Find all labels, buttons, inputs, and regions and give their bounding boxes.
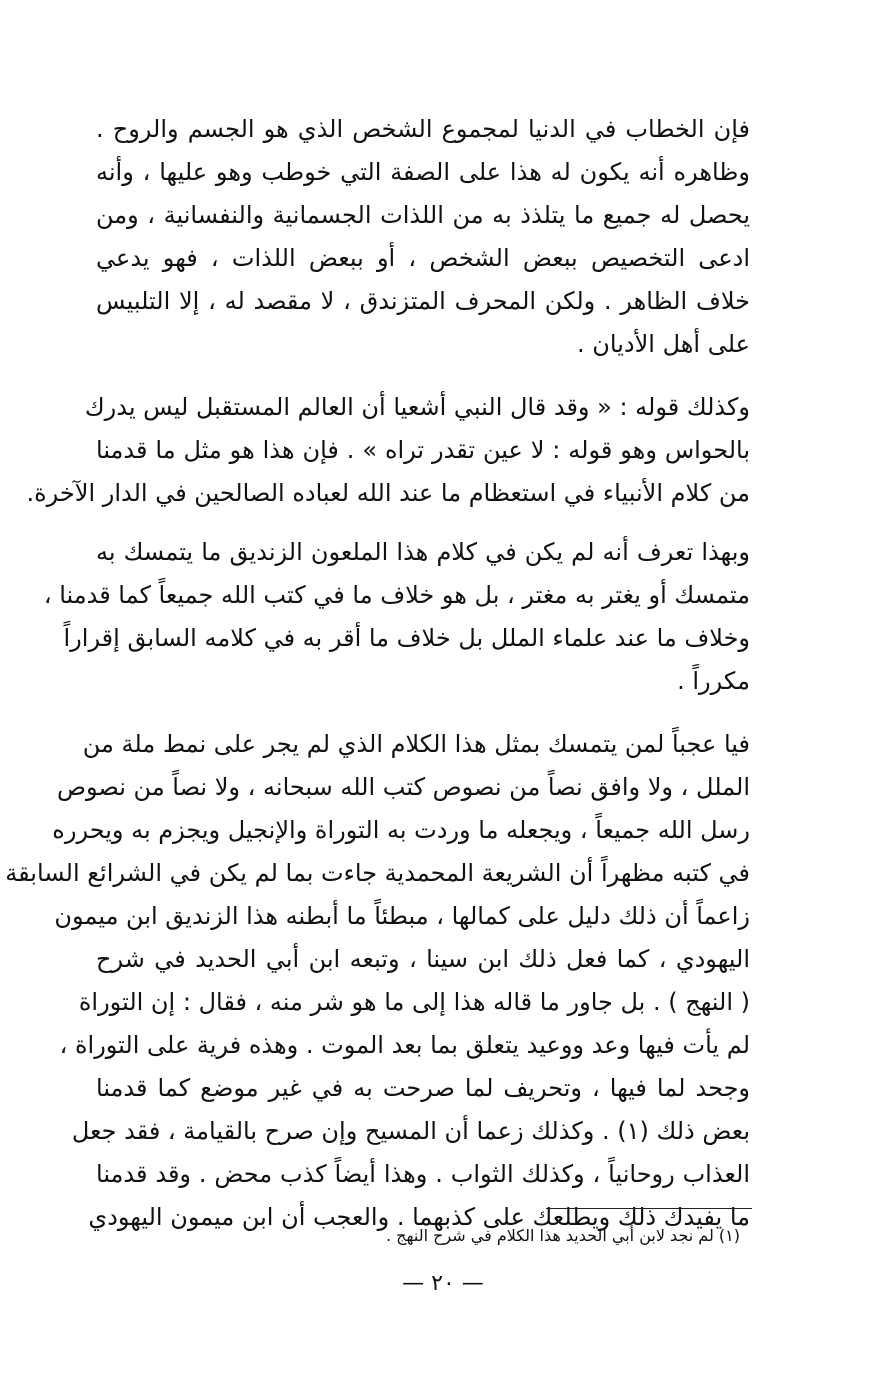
text-line: وبهذا تعرف أنه لم يكن في كلام هذا الملعون الزنديق ما يتمسك به bbox=[96, 538, 750, 566]
paragraph bbox=[26, 386, 750, 515]
text-line: على أهل الأديان . bbox=[577, 330, 750, 358]
paragraph bbox=[43, 531, 750, 703]
text-line: اليهودي ، كما فعل ذلك ابن سينا ، وتبعه ابن أبي الحديد في شرح bbox=[96, 945, 750, 973]
text-line: العذاب روحانياً ، وكذلك الثواب . وهذا أيضاً كذب محض . وقد قدمنا bbox=[96, 1160, 750, 1188]
text-line: وكذلك قوله : « وقد قال النبي أشعيا أن العالم المستقبل ليس يدرك bbox=[84, 393, 750, 421]
text-line: بعض ذلك (١) . وكذلك زعما أن المسيح وإن صرح بالقيامة ، فقد جعل bbox=[71, 1117, 750, 1145]
text-line: وخلاف ما عند علماء الملل بل خلاف ما أقر به في كلامه السابق إقراراً bbox=[63, 624, 750, 652]
text-line: يحصل له جميع ما يتلذذ به من اللذات الجسمانية والنفسانية ، ومن bbox=[96, 201, 750, 229]
text-line: وجحد لما فيها ، وتحريف لما صرحت به في غير موضع كما قدمنا bbox=[96, 1074, 750, 1102]
text-line: فيا عجباً لمن يتمسك بمثل هذا الكلام الذي لم يجر على نمط ملة من bbox=[82, 730, 750, 758]
text-line: الملل ، ولا وافق نصاً من نصوص كتب الله سبحانه ، ولا نصاً من نصوص bbox=[57, 773, 750, 801]
text-line: ما يفيدك ذلك ويطلعك على كذبهما . والعجب أن ابن ميمون اليهودي bbox=[88, 1203, 750, 1231]
text-line: وظاهره أنه يكون له هذا على الصفة التي خوطب وهو عليها ، وأنه bbox=[96, 158, 750, 186]
text-line: خلاف الظاهر . ولكن المحرف المتزندق ، لا مقصد له ، إلا التلبيس bbox=[96, 287, 750, 315]
paragraph bbox=[5, 723, 750, 1239]
text-line: ( النهج ) . بل جاور ما قاله هذا إلى ما هو شر منه ، فقال : إن التوراة bbox=[78, 988, 750, 1016]
text-line: لم يأت فيها وعد ووعيد يتعلق بما بعد الموت . وهذه فرية على التوراة ، bbox=[59, 1031, 750, 1059]
text-line: فإن الخطاب في الدنيا لمجموع الشخص الذي هو الجسم والروح . bbox=[96, 115, 750, 143]
text-line: رسل الله جميعاً ، ويجعله ما وردت به التوراة والإنجيل ويجزم به ويحرره bbox=[52, 816, 750, 844]
paragraph bbox=[96, 108, 750, 366]
text-line: مكرراً . bbox=[677, 667, 750, 695]
page-number: — ٢٠ — bbox=[402, 1271, 484, 1296]
page-body bbox=[5, 108, 750, 1239]
text-line: من كلام الأنبياء في استعظام ما عند الله لعباده الصالحين في الدار الآخرة. bbox=[26, 479, 750, 507]
footnote: (١) لم نجد لابن أبي الحديد هذا الكلام في شرح النهج . bbox=[386, 1226, 740, 1245]
text-line: في كتبه مظهراً أن الشريعة المحمدية جاءت بما لم يكن في الشرائع السابقة bbox=[5, 859, 750, 887]
text-line: زاعماً أن ذلك دليل على كمالها ، مبطئاً ما أبطنه هذا الزنديق ابن ميمون bbox=[54, 902, 750, 930]
footnote-divider bbox=[546, 1208, 752, 1209]
text-line: بالحواس وهو قوله : لا عين تقدر تراه » . فإن هذا هو مثل ما قدمنا bbox=[96, 436, 750, 464]
text-line: متمسك أو يغتر به مغتر ، بل هو خلاف ما في كتب الله جميعاً كما قدمنا ، bbox=[43, 581, 750, 609]
text-line: ادعى التخصيص ببعض الشخص ، أو ببعض اللذات ، فهو يدعي bbox=[96, 244, 750, 272]
